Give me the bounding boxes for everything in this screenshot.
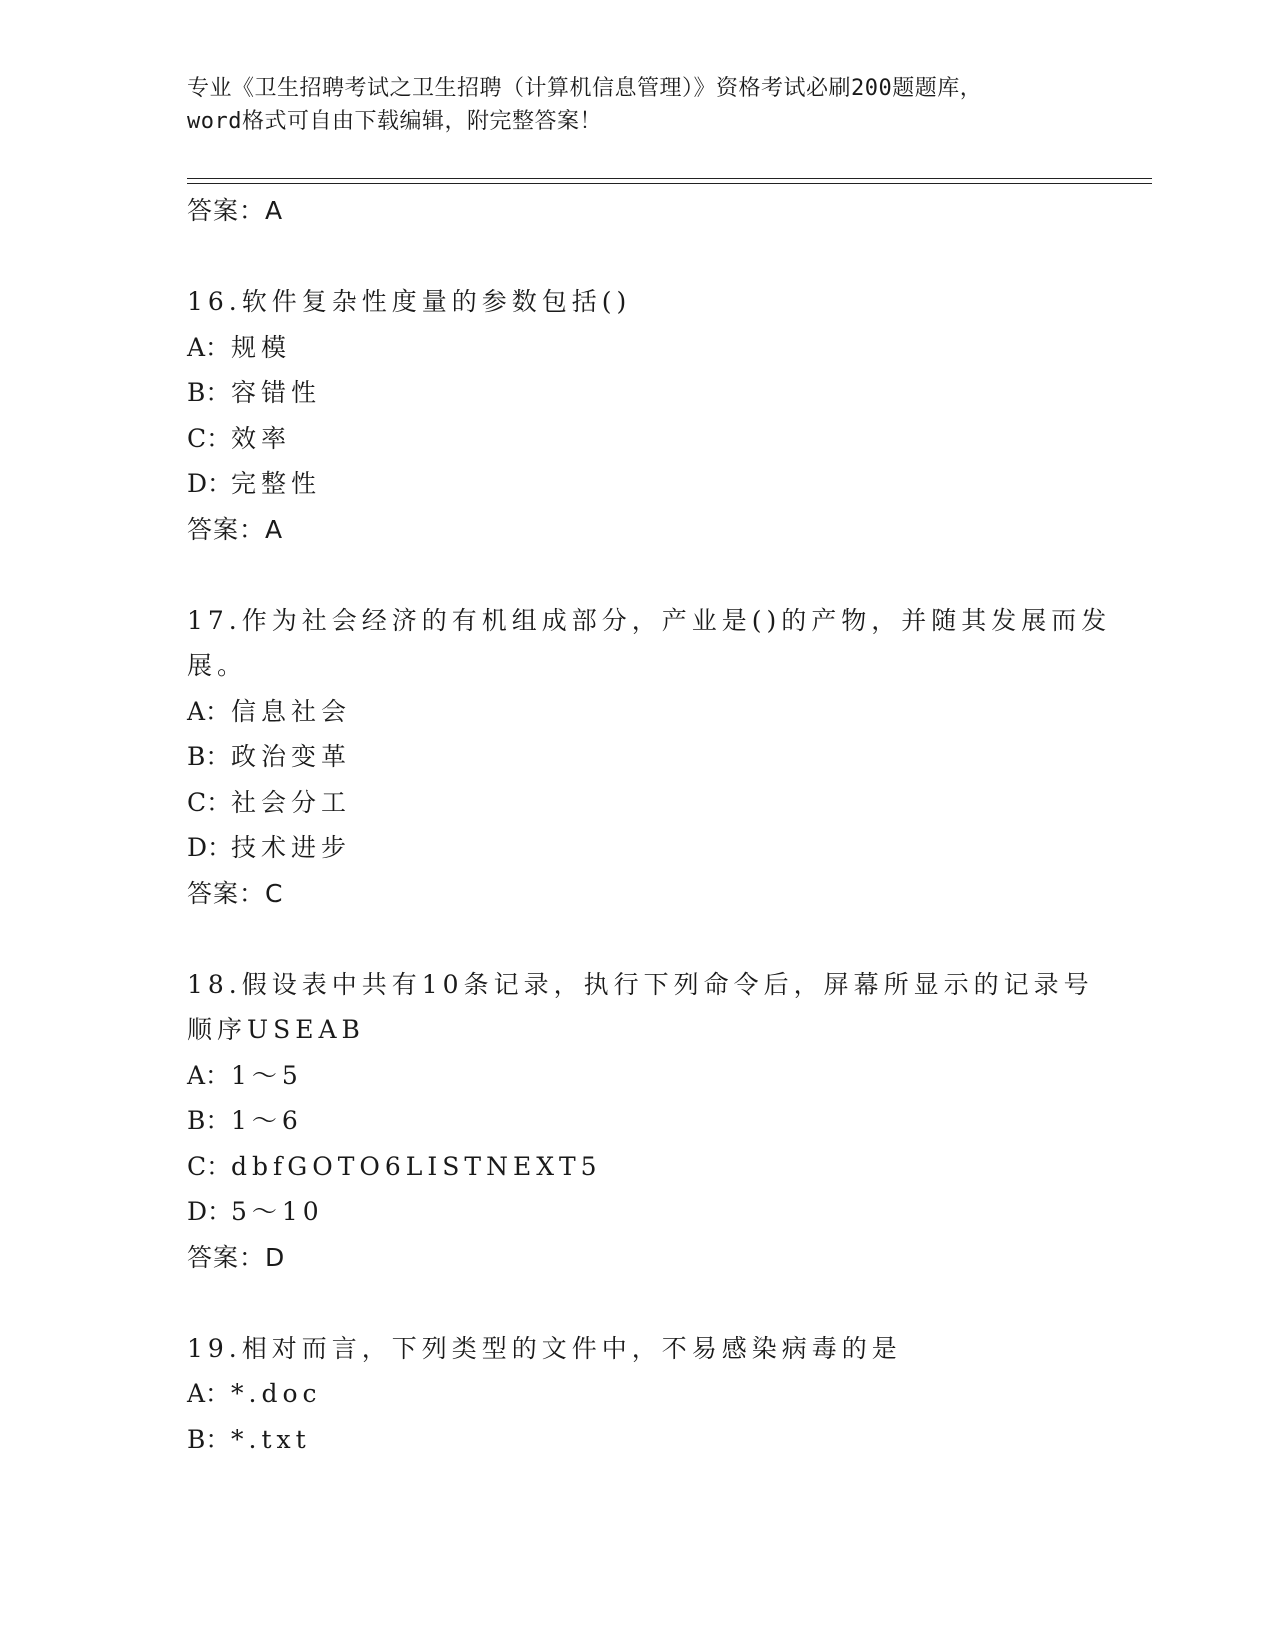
header-line-2: word格式可自由下载编辑，附完整答案！: [187, 109, 602, 134]
option-text: 完整性: [231, 469, 322, 498]
question-gap: [187, 552, 1087, 598]
option-line: [187, 370, 1087, 416]
header-line-1: 专业《卫生招聘考试之卫生招聘（计算机信息管理）》资格考试必刷200题题库，: [187, 76, 983, 101]
option-text: dbfGOTO6LISTNEXT5: [231, 1151, 602, 1181]
option-line: [187, 1053, 1087, 1099]
option-key: D：: [187, 469, 233, 498]
option-key: B：: [187, 1424, 231, 1454]
option-line: [187, 1371, 1087, 1417]
option-line: [187, 416, 1087, 462]
question-stem-line: 16.软件复杂性度量的参数包括(): [187, 287, 632, 316]
answer-line: [187, 1235, 1087, 1281]
answer-value: C: [265, 878, 284, 908]
question-block: [187, 962, 1094, 1281]
option-text: 容错性: [231, 378, 322, 407]
option-text: 5～10: [231, 1197, 324, 1226]
option-line: [187, 1098, 1087, 1144]
answer-line: [187, 188, 1087, 234]
option-key: A：: [187, 332, 231, 362]
option-key: A：: [187, 1060, 231, 1090]
answer-prefix: 答案：: [187, 878, 266, 908]
answer-line: [187, 871, 1087, 917]
option-key: B：: [187, 378, 231, 407]
question-block: [187, 598, 1112, 917]
option-text: 效率: [231, 423, 292, 453]
answer-value: A: [265, 514, 284, 544]
header-divider-bottom: [187, 183, 1152, 184]
option-text: 社会分工: [231, 787, 352, 817]
option-key: B：: [187, 1106, 231, 1135]
option-text: 技术进步: [231, 833, 352, 862]
option-key: A：: [187, 696, 231, 726]
option-key: D：: [187, 833, 233, 862]
option-line: [187, 780, 1087, 826]
question-list: [187, 188, 1112, 1462]
option-text: 规模: [231, 332, 292, 362]
answer-line: [187, 507, 1087, 553]
question-block: [187, 1326, 1087, 1463]
answer-prefix: 答案：: [187, 514, 266, 544]
option-text: 1～6: [231, 1106, 303, 1135]
option-line: [187, 1189, 1087, 1235]
option-line: [187, 325, 1087, 371]
answer-value: D: [265, 1242, 286, 1272]
option-line: [187, 1417, 1087, 1463]
header-divider-top: [187, 178, 1152, 179]
question-gap: [187, 1280, 1087, 1326]
question-stem-line: 19.相对而言，下列类型的文件中，不易感染病毒的是: [187, 1333, 902, 1363]
answer-prefix: 答案：: [187, 196, 266, 225]
option-key: C：: [187, 423, 232, 453]
option-text: *.doc: [231, 1379, 322, 1408]
answer-prefix: 答案：: [187, 1242, 266, 1272]
question-stem-line: 18.假设表中共有10条记录，执行下列命令后，屏幕所显示的记录号: [187, 969, 1094, 999]
option-line: [187, 825, 1087, 871]
option-key: C：: [187, 1151, 232, 1181]
question-gap: [187, 234, 1087, 280]
answer-value: A: [265, 196, 284, 225]
option-line: [187, 689, 1087, 735]
option-key: B：: [187, 742, 231, 771]
option-text: 1～5: [231, 1060, 303, 1090]
option-key: C：: [187, 787, 232, 817]
question-block: [187, 279, 1087, 552]
option-text: 政治变革: [231, 742, 352, 771]
document-header: [187, 72, 1087, 138]
option-text: 信息社会: [231, 696, 352, 726]
question-gap: [187, 916, 1087, 962]
question-stem-line: 展。: [187, 651, 248, 680]
option-line: [187, 1144, 1087, 1190]
option-line: [187, 734, 1087, 780]
question-stem-line: 17.作为社会经济的有机组成部分，产业是()的产物，并随其发展而发: [187, 605, 1112, 635]
question-stem-line: 顺序USEAB: [187, 1015, 365, 1044]
option-text: *.txt: [231, 1424, 311, 1454]
option-line: [187, 461, 1087, 507]
option-key: D：: [187, 1197, 233, 1226]
option-key: A：: [187, 1379, 231, 1408]
